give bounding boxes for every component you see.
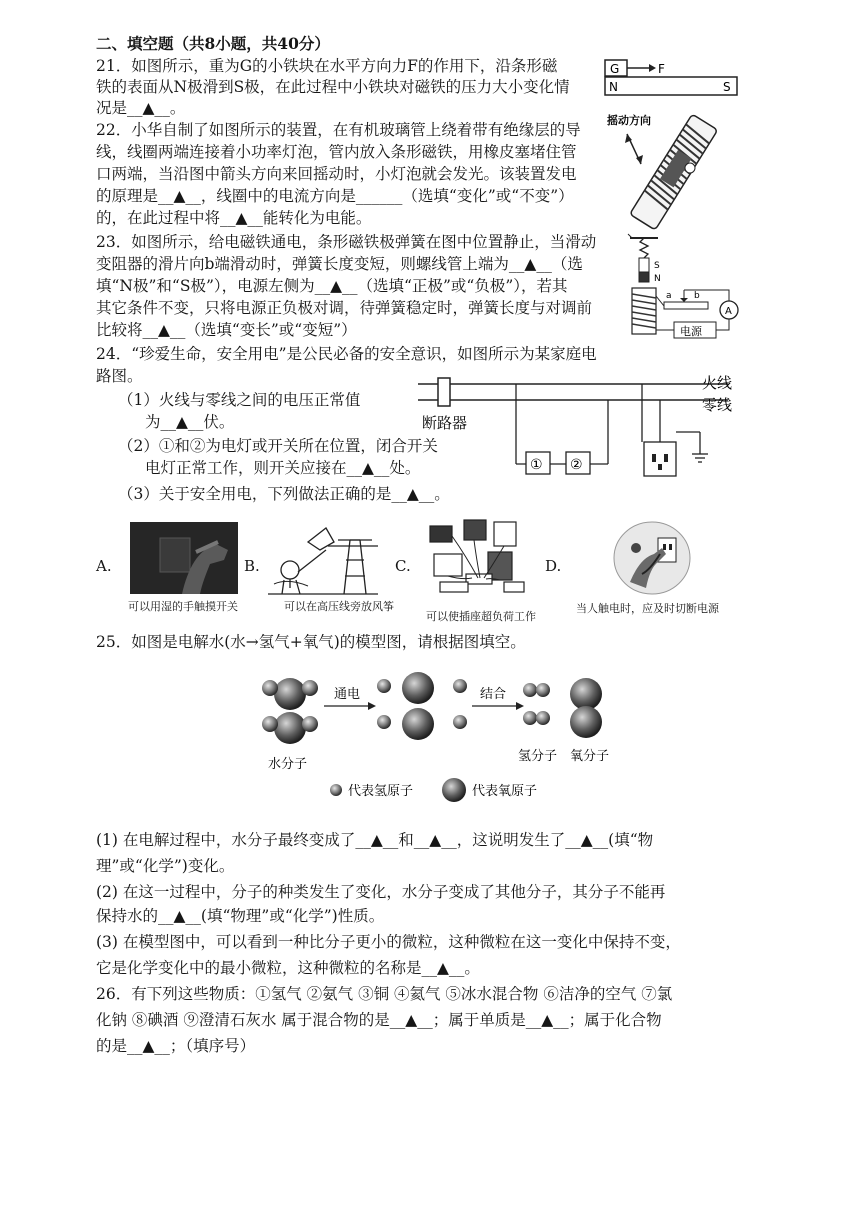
q22-line-4: 的原理是__▲__，线圈中的电流方向是______（选填“变化”或“不变”） — [96, 187, 574, 205]
q25-legend-o: 代表氧原子 — [472, 784, 538, 799]
option-d-caption: 当人触电时，应及时切断电源 — [576, 602, 719, 615]
q23-n-label: N — [654, 274, 661, 284]
q21-n-label: N — [609, 80, 618, 94]
option-c-caption: 可以使插座超负荷工作 — [426, 610, 536, 623]
q21-line-3: 况是__▲__。 — [96, 99, 186, 117]
q25-water-label: 水分子 — [268, 757, 308, 772]
q22-line-1: 22．小华自制了如图所示的装置，在有机玻璃管上绕着带有绝缘层的导 — [96, 121, 581, 139]
q23-line-3: 填“N极”和“S极”），电源左侧为__▲__（选填“正极”或“负极”），若其 — [96, 277, 568, 295]
q25-arrow2-label: 结合 — [480, 687, 507, 702]
q23-a-label: a — [666, 291, 672, 301]
q23-electromagnet-figure — [628, 236, 746, 342]
q21-g-label: G — [610, 62, 620, 76]
option-d-letter: D. — [545, 557, 562, 575]
q22-line-5: 的，在此过程中将__▲__能转化为电能。 — [96, 209, 372, 227]
q25-sub3-line-2: 它是化学变化中的最小微粒，这种微粒的名称是__▲__。 — [96, 959, 480, 977]
q25-sub3-line-1: (3) 在模型图中，可以看到一种比分子更小的微粒，这种微粒在这一变化中保持不变， — [96, 933, 681, 951]
option-d-image — [610, 518, 694, 598]
q23-line-4: 其它条件不变，只将电源正负极对调，待弹簧稳定时，弹簧长度与对调前 — [96, 299, 593, 317]
option-a-caption: 可以用湿的手触摸开关 — [128, 600, 238, 613]
q24-sub3-line: （3）关于安全用电，下列做法正确的是__▲__。 — [118, 485, 450, 503]
q21-f-label: F — [658, 62, 665, 76]
q26-line-1: 26．有下列这些物质：①氢气 ②氨气 ③铜 ④氦气 ⑤冰水混合物 ⑥洁净的空气 ⑦氯 — [96, 985, 673, 1003]
section-title: 二、填空题（共8小题，共40分） — [96, 34, 330, 53]
q25-sub2-line-2: 保持水的__▲__(填“物理”或“化学”)性质。 — [96, 907, 385, 925]
option-c-image — [426, 516, 534, 600]
q24-fire-label: 火线 — [702, 374, 733, 392]
q21-magnet-figure — [603, 55, 739, 99]
q24-circuit-figure — [422, 372, 754, 482]
q24-pos1-label: ① — [530, 457, 543, 473]
q25-sub1-line-2: 理”或“化学”)变化。 — [96, 857, 235, 875]
option-a-letter: A. — [96, 557, 112, 575]
q24-line-1: 24．“珍爱生命，安全用电”是公民必备的安全意识，如图所示为某家庭电 — [96, 345, 597, 363]
q24-sub1-line-2: 为__▲__伏。 — [145, 413, 235, 431]
q25-sub2-line-1: (2) 在这一过程中，分子的种类发生了变化，水分子变成了其他分子，其分子不能再 — [96, 883, 666, 901]
q23-line-5: 比较将__▲__（选填“变长”或“变短”） — [96, 321, 357, 339]
q23-ammeter-label: A — [725, 306, 732, 317]
q21-s-label: S — [723, 80, 731, 94]
q23-b-label: b — [694, 291, 700, 301]
option-b-caption: 可以在高压线旁放风筝 — [284, 600, 394, 613]
q22-line-3: 口两端，当沿图中箭头方向来回摇动时，小灯泡就会发光。该装置发电 — [96, 165, 577, 183]
q26-line-2: 化钠 ⑧碘酒 ⑨澄清石灰水 属于混合物的是__▲__；属于单质是__▲__；属于化合物 — [96, 1011, 662, 1029]
q23-power-label: 电源 — [680, 325, 702, 338]
q25-arrow1-label: 通电 — [334, 687, 361, 702]
option-b-letter: B. — [244, 557, 260, 575]
option-c-letter: C. — [395, 557, 411, 575]
q23-line-1: 23．如图所示，给电磁铁通电，条形磁铁极弹簧在图中位置静止，当滑动 — [96, 233, 597, 251]
option-b-image — [268, 520, 378, 596]
q24-sub1-line-1: （1）火线与零线之间的电压正常值 — [118, 391, 361, 409]
q25-legend-h: 代表氢原子 — [348, 784, 414, 799]
option-a-image — [130, 522, 238, 594]
q23-line-2: 变阻器的滑片向b端滑动时，弹簧长度变短，则螺线管上端为__▲__（选 — [96, 255, 583, 273]
q25-sub1-line-1: (1) 在电解过程中，水分子最终变成了__▲__和__▲__，这说明发生了__▲__(填“物 — [96, 831, 654, 849]
q25-hydrogen-label: 氢分子 — [518, 749, 558, 764]
q24-line-2: 路图。 — [96, 367, 143, 385]
q24-breaker-label: 断路器 — [422, 414, 468, 432]
q25-electrolysis-figure — [250, 672, 650, 812]
q22-generator-figure — [605, 110, 715, 235]
q21-line-2: 铁的表面从N极滑到S极，在此过程中小铁块对磁铁的压力大小变化情 — [96, 78, 570, 96]
q22-label: 摇动方向 — [607, 114, 651, 127]
q24-sub2-line-1: （2）①和②为电灯或开关所在位置，闭合开关 — [118, 437, 438, 455]
q25-line-1: 25．如图是电解水(水→氢气+氧气)的模型图，请根据图填空。 — [96, 633, 526, 651]
q21-line-1: 21．如图所示，重为G的小铁块在水平方向力F的作用下，沿条形磁 — [96, 57, 558, 75]
q24-sub2-line-2: 电灯正常工作，则开关应接在__▲__处。 — [145, 459, 421, 477]
q23-s-label: S — [654, 261, 660, 271]
q26-line-3: 的是__▲__；（填序号） — [96, 1037, 256, 1055]
q24-pos2-label: ② — [570, 457, 583, 473]
q22-line-2: 线，线圈两端连接着小功率灯泡，管内放入条形磁铁，用橡皮塞堵住管 — [96, 143, 577, 161]
q25-oxygen-label: 氧分子 — [570, 749, 610, 764]
q24-neutral-label: 零线 — [702, 396, 733, 414]
